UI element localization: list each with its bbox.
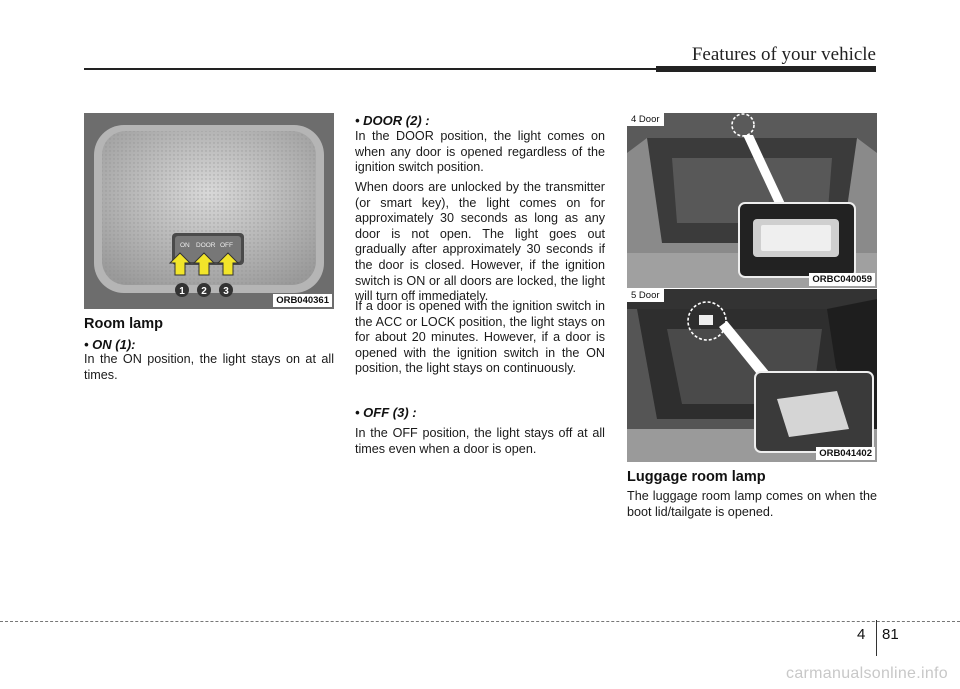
item-heading-on: • ON (1): (84, 337, 136, 352)
page-header-title: Features of your vehicle (691, 44, 876, 65)
switch-label-door: DOOR (196, 242, 216, 249)
figure-code-4door: ORBC040059 (809, 273, 875, 286)
marker-3 (219, 283, 233, 297)
marker-1 (175, 283, 189, 297)
section-heading-room-lamp: Room lamp (84, 316, 163, 332)
room-lamp-illustration (84, 113, 334, 309)
figure-code-5door: ORB041402 (816, 447, 875, 460)
door-paragraph-2: When doors are unlocked by the transmitter (or smart key), the light comes on for approximately 30 seconds as long as any door is not open. The light goes out gradually after approximately 30 seconds if the door is closed. However, if the ignition switch is ON or all doors are locked, the light will turn off immediately. (355, 180, 605, 304)
item-heading-off: • OFF (3) : (355, 405, 417, 420)
off-description: In the OFF position, the light stays off at all times even when a door is open. (355, 426, 605, 456)
marker-2 (197, 283, 211, 297)
luggage-figure-5door (627, 289, 877, 462)
switch-label-off: OFF (220, 242, 233, 249)
luggage-figure-4door (627, 113, 877, 288)
chapter-number: 4 (857, 626, 866, 643)
footer-rule (0, 621, 960, 622)
watermark: carmanualsonline.info (786, 665, 948, 682)
page-number-separator (876, 620, 877, 656)
on-description: In the ON position, the light stays on at all times. (84, 352, 334, 382)
trunk-5door-illustration (627, 289, 877, 462)
door-paragraph-1: In the DOOR position, the light comes on when any door is opened regardless of the ignition switch position. (355, 129, 605, 175)
figure-label-5door: 5 Door (627, 289, 664, 302)
svg-text:1: 1 (179, 286, 185, 297)
svg-text:3: 3 (223, 286, 229, 297)
figure-label-4door: 4 Door (627, 113, 664, 126)
page-number: 81 (882, 626, 899, 643)
switch-label-on: ON (180, 242, 190, 249)
figure-code: ORB040361 (273, 294, 332, 307)
item-heading-door: • DOOR (2) : (355, 113, 430, 128)
header-rule-accent (656, 66, 876, 72)
room-lamp-figure (84, 113, 334, 309)
door-paragraph-3: If a door is opened with the ignition switch in the ACC or LOCK position, the light stays on for about 20 minutes. However, if a door is opened with the ignition switch in the ON position, the light stays on continuously. (355, 299, 605, 376)
svg-text:2: 2 (201, 286, 207, 297)
luggage-description: The luggage room lamp comes on when the boot lid/tailgate is opened. (627, 489, 877, 519)
section-heading-luggage-lamp: Luggage room lamp (627, 469, 766, 485)
trunk-4door-illustration (627, 113, 877, 288)
